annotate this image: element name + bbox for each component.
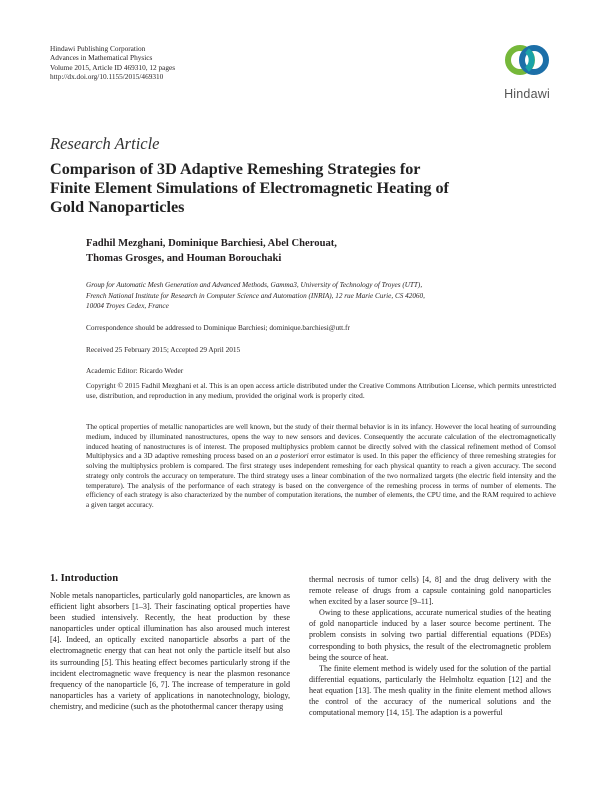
- abstract-part-1: The optical properties of metallic nanoparticles are well known, but the study of their thermal behavior is in its infancy. However the local heating of surrounding medium, induced by illuminated nanostructures, opens the way to new sensors and devices. Consequently the accurate calculation of the electromagnetically induced heating of nanostructures is of interest. The proposed multiphysics problem cannot be directly solved with the classical refinement method of Comsol Multiphysics and a 3D adaptive remeshing process based on an: [86, 423, 556, 461]
- masthead: [50, 44, 175, 82]
- abstract-part-2: error estimator is used. In this paper the efficiency of three remeshing strategies for solving the multiphysics problem is compared. The first strategy uses independent remeshing for each physical quantity to reach a given accuracy. The second strategy only controls the accuracy on temperature. The third strategy uses a linear combination of the two normalized targets (the electric field intensity and the temperature). The analysis of the performance of each strategy is based on the convergence of the remeshing process in terms of number of elements. The efficiency of each strategy is also characterized by the number of computation iterations, the number of elements, the CPU time, and the RAM required to achieve a given target accuracy.: [86, 452, 556, 509]
- abstract: [86, 423, 556, 511]
- right-column: [309, 574, 551, 718]
- article-type: Research Article: [50, 134, 160, 153]
- received-dates: Received 25 February 2015; Accepted 29 April 2015: [86, 345, 241, 354]
- intro-paragraph-continued: thermal necrosis of tumor cells) [4, 8] and the drug delivery with the remote release of drugs from a capsule containing gold nanoparticles when excited by a laser source [9–11].: [309, 575, 551, 607]
- intro-paragraph-2: Owing to these applications, accurate numerical studies of the heating of gold nanoparticle induced by a laser source become pertinent. The problem consists in solving two partial differential equations (PDEs) corresponding to both physics, the result of the electromagnetic problem being the source of heat.: [309, 608, 551, 662]
- affiliation-line-1: Group for Automatic Mesh Generation and Advanced Methods, Gamma3, University of Technology of Troyes (UTT),: [86, 281, 423, 289]
- correspondence-note: Correspondence should be addressed to Dominique Barchiesi; dominique.barchiesi@utt.fr: [86, 323, 350, 332]
- title-line-1: Comparison of 3D Adaptive Remeshing Strategies for: [50, 160, 421, 178]
- intro-paragraph-3: The finite element method is widely used for the solution of the partial differential equations, particularly the Helmholtz equation [12] and the heat equation [13]. The mesh quality in the finite element method allows the control of the accuracy of the numerical solutions and the computational memory [14, 15]. The adaption is a powerful: [309, 663, 551, 718]
- title-line-3: Gold Nanoparticles: [50, 197, 185, 216]
- author-list: [86, 236, 446, 266]
- authors-line-2: Thomas Grosges, and Houman Borouchaki: [86, 253, 282, 264]
- left-column: [50, 590, 290, 712]
- authors-line-1: Fadhil Mezghani, Dominique Barchiesi, Abel Cherouat,: [86, 238, 337, 249]
- affiliation: [86, 280, 556, 312]
- hindawi-rings-icon: [497, 38, 557, 86]
- section-heading-introduction: 1. Introduction: [50, 573, 119, 584]
- doi-link[interactable]: http://dx.doi.org/10.1155/2015/469310: [50, 72, 164, 82]
- journal-name: Advances in Mathematical Physics: [50, 53, 153, 63]
- copyright-notice: Copyright © 2015 Fadhil Mezghani et al. This is an open access article distributed under the Creative Commons Attribution License, which permits unrestricted use, distribution, and reproduction in any medium, provided the original work is properly cited.: [86, 381, 556, 400]
- hindawi-wordmark: Hindawi: [504, 87, 550, 101]
- intro-paragraph-1: Noble metals nanoparticles, particularly gold nanoparticles, are known as efficient light absorbers [1–3]. Their fascinating optical properties have been studied intensively. Recently, the heat production by these nanoparticles under optical illumination has also aroused much interest [4]. Indeed, an optically excited nanoparticle absorbs a part of the electromagnetic energy that can heat not only the particle itself but also its surrounding [5]. This heating effect becomes particularly strong if the incident electromagnetic wave frequency is near the plasmon resonance frequency of the nanoparticle [6, 7]. The increase of temperature in gold nanoparticles has a variety of applications in nanotechnology, biology, chemistry, and medicine (such as the photothermal cancer therapy using: [50, 591, 290, 711]
- title-line-2: Finite Element Simulations of Electromagnetic Heating of: [50, 178, 449, 197]
- hindawi-logo: [497, 38, 557, 110]
- publisher-name: Hindawi Publishing Corporation: [50, 44, 146, 53]
- affiliation-line-3: 10004 Troyes Cedex, France: [86, 302, 169, 311]
- academic-editor: Academic Editor: Ricardo Weder: [86, 366, 184, 375]
- article-title: [50, 160, 460, 216]
- volume-info: Volume 2015, Article ID 469310, 12 pages: [50, 62, 176, 72]
- affiliation-line-2: French National Institute for Research in Computer Science and Automation (INRIA), 12 rue Marie Curie, CS 42060,: [86, 291, 425, 300]
- abstract-italic: a posteriori: [274, 452, 309, 461]
